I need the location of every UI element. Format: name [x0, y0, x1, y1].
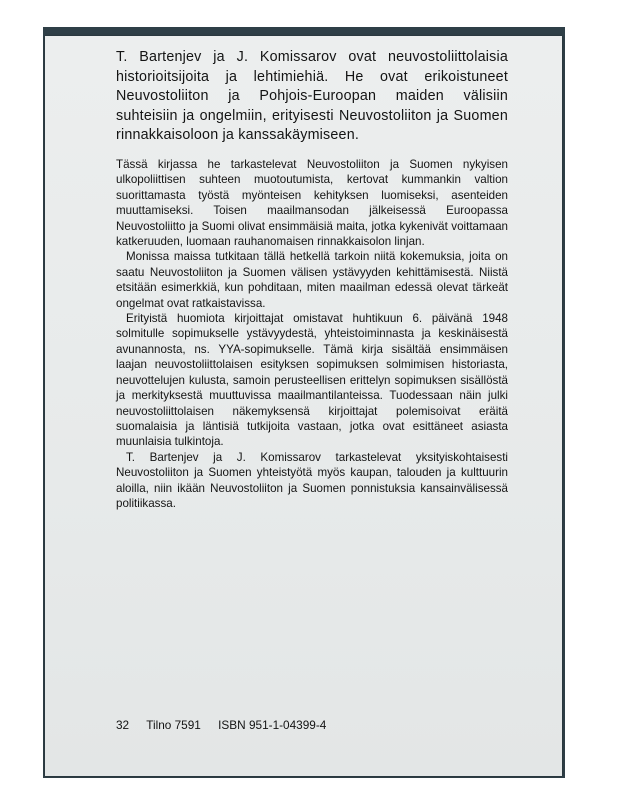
author-intro-text: T. Bartenjev ja J. Komissarov ovat neuvostoliittolaisia historioitsijoita ja lehtimiehiä. He ovat erikoistuneet Neuvostoliiton ja Pohjois-Euroopan maiden välisiin suhteisiin ja ongelmiin, erityisesti Neuvostoliiton ja Suomen rinnakkaisoloon ja kanssakäymiseen.	[116, 49, 508, 143]
publication-footer	[116, 718, 340, 732]
footer-number: 32	[116, 718, 130, 732]
author-intro	[116, 48, 508, 146]
blurb-paragraph-1: Tässä kirjassa he tarkastelevat Neuvostoliiton ja Suomen nykyisen ulkopoliittisen suhteen muotoutumista, kertovat kummankin valtion suorittamasta työstä myönteisen kehityksen luomiseksi, asenteiden muuttamiseksi. Toisen maailmansodan jälkeisessä Euroopassa Neuvostoliitto ja Suomi olivat ensimmäisiä maita, jotka kykenivät voittamaan katkeruuden, luomaan rauhanomaisen rinnakkaisolon linjan.	[116, 158, 508, 249]
blurb-body	[116, 157, 508, 511]
blurb-paragraph-2: Monissa maissa tutkitaan tällä hetkellä tarkoin niitä kokemuksia, joita on saatu Neuvostoliiton ja Suomen välisen ystävyyden kehittämisestä. Niistä etsitään esimerkkiä, kun pohditaan, miten maailman edessä olevat tärkeät ongelmat ovat ratkaistavissa.	[116, 250, 508, 310]
blurb-paragraph-4: T. Bartenjev ja J. Komissarov tarkastelevat yksityiskohtaisesti Neuvostoliiton ja Suomen yhteistyötä myös kaupan, talouden ja kulttuurin aloilla, niin ikään Neuvostoliiton ja Suomen ponnistuksia kansainvälisessä politiikassa.	[116, 450, 508, 510]
blurb-paragraph-3: Erityistä huomiota kirjoittajat omistavat huhtikuun 6. päivänä 1948 solmitulle sopimukselle ystävyydestä, yhteistoiminnasta ja keskinäisestä avunannosta, ns. YYA-sopimukselle. Tämä kirja sisältää ensimmäisen laajan neuvostoliittolaisen esityksen sopimuksen solmimisen historiasta, neuvottelujen kulusta, samoin perusteellisen erittelyn sopimuksen sisällöstä ja merkityksestä muuttuvissa maailmantilanteissa. Tuodessaan näin julki neuvostoliittolaisen näkemyksensä kirjoittajat polemisoivat eräitä suomalaisia ja läntisiä tutkijoita vastaan, jotka ovat esittäneet asiasta muunlaisia tulkintoja.	[116, 312, 508, 449]
footer-isbn: ISBN 951-1-04399-4	[218, 718, 327, 732]
footer-tilno: Tilno 7591	[146, 718, 201, 732]
